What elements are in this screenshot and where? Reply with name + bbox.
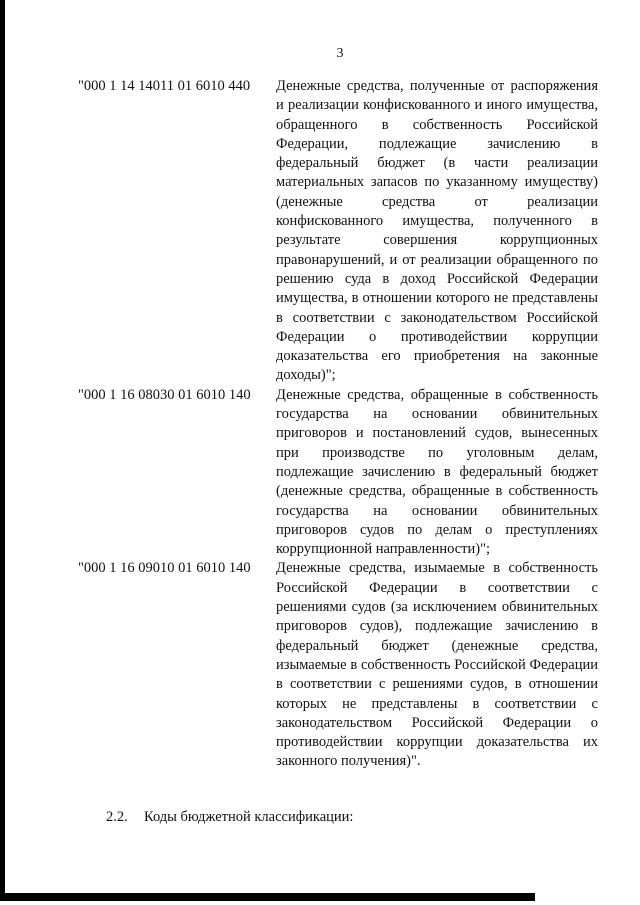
entry-description: Денежные средства, обращенные в собственность государства на основании обвинительных приговоров и постановлений судов, вынесенных при производстве по уголовным делам, подлежащие зачислению в федеральный бюджет (денежные средства, обращенные в собственность государства на основании обвинительных приговоров судов по делам о преступлениях коррупционной направленности)"; (276, 386, 598, 558)
section-number: 2.2. (106, 809, 128, 825)
entry-description: Денежные средства, полученные от распоряжения и реализации конфискованного и иного имущества, обращенного в собственность Российской Федерации, подлежащие зачислению в федеральный бюджет (в части реализации материальных запасов по указанному имуществу) (денежные средства от реализации конфискованного имущества, полученного в результате совершения коррупционных правонарушений, и от реализации обращенного по решению суда в доход Российской Федерации имущества, в отношении которого не представлены в соответствии с законодательством Российской Федерации о противодействии коррупции доказательства его приобретения на законные доходы)"; (276, 78, 598, 384)
entry-description: Денежные средства, изымаемые в собственность Российской Федерации в соответствии с решениями судов (за исключением обвинительных приговоров судов), подлежащие зачислению в федеральный бюджет (денежные средства, изымаемые в собственность Российской Федерации в соответствии с решениями судов, в отношении которых не представлены в соответствии с законодательством Российской Федерации о противодействии коррупции доказательства их законного получения)". (276, 560, 598, 770)
entry-3 (78, 559, 598, 771)
section-title: Коды бюджетной классификации: (144, 809, 354, 825)
scan-left-edge (0, 0, 5, 895)
entry-code: "000 1 16 09010 01 6010 140 (78, 560, 251, 577)
page-number: 3 (336, 46, 344, 61)
scan-bottom-edge (0, 893, 535, 901)
section-heading (106, 809, 353, 826)
entry-2 (78, 386, 598, 560)
entry-code: "000 1 16 08030 01 6010 140 (78, 386, 251, 403)
classification-entries (78, 77, 598, 772)
entry-code: "000 1 14 14011 01 6010 440 (78, 78, 251, 94)
entry-1 (78, 77, 598, 386)
